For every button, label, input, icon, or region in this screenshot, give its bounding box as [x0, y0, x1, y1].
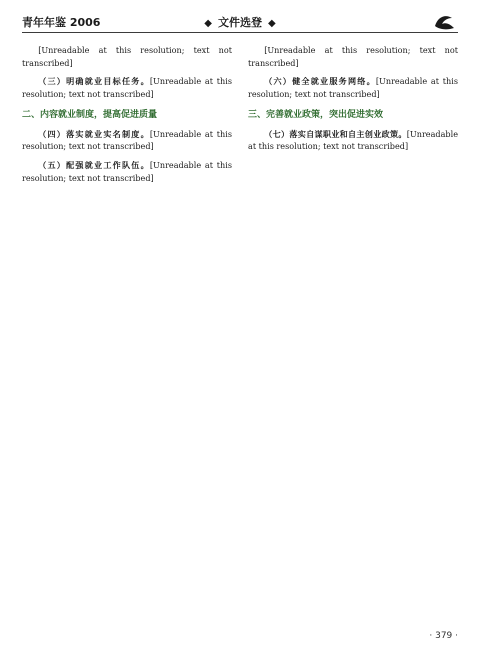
body-paragraph	[248, 128, 458, 153]
running-header	[22, 12, 458, 33]
paragraph-run-in-heading: （三）明确就业目标任务。	[38, 76, 150, 87]
body-paragraph	[22, 159, 232, 184]
paragraph-text: [Unreadable at this resolution; text not transcribed]	[22, 159, 232, 183]
paragraph-text: [Unreadable at this resolution; text not transcribed]	[248, 128, 458, 152]
section-label-wrap	[198, 14, 281, 30]
left-column	[22, 44, 232, 621]
paragraph-text: [Unreadable at this resolution; text not transcribed]	[22, 45, 232, 68]
right-column	[248, 44, 458, 621]
body-paragraph	[22, 44, 232, 69]
paragraph-text: [Unreadable at this resolution; text not transcribed]	[22, 76, 232, 100]
paragraph-text: [Unreadable at this resolution; text not transcribed]	[248, 76, 458, 100]
page-number: · 379 ·	[429, 631, 458, 641]
paragraph-run-in-heading: （六）健全就业服务网络。	[264, 76, 376, 87]
section-label: 文件选登	[218, 16, 262, 29]
body-paragraph	[248, 75, 458, 100]
paragraph-run-in-heading: （四）落实就业实名制度。	[38, 128, 150, 139]
body-paragraph	[22, 128, 232, 153]
paragraph-run-in-heading: （七）落实自谋职业和自主创业政策。	[264, 128, 407, 139]
body-paragraph	[248, 44, 458, 69]
section-heading: 二、内容就业制度，提高促进质量	[22, 109, 158, 120]
two-column-body	[22, 44, 458, 621]
section-heading: 三、完善就业政策，突出促进实效	[248, 109, 384, 120]
body-paragraph	[22, 75, 232, 100]
paragraph-run-in-heading: （五）配强就业工作队伍。	[38, 159, 150, 170]
diamond-icon: ◆	[268, 18, 276, 29]
diamond-icon: ◆	[204, 18, 212, 29]
publication-title: 青年年鉴 2006	[22, 16, 101, 29]
paragraph-text: [Unreadable at this resolution; text not transcribed]	[248, 45, 458, 68]
publisher-logo-icon	[432, 12, 458, 32]
paragraph-text: [Unreadable at this resolution; text not transcribed]	[22, 128, 232, 152]
